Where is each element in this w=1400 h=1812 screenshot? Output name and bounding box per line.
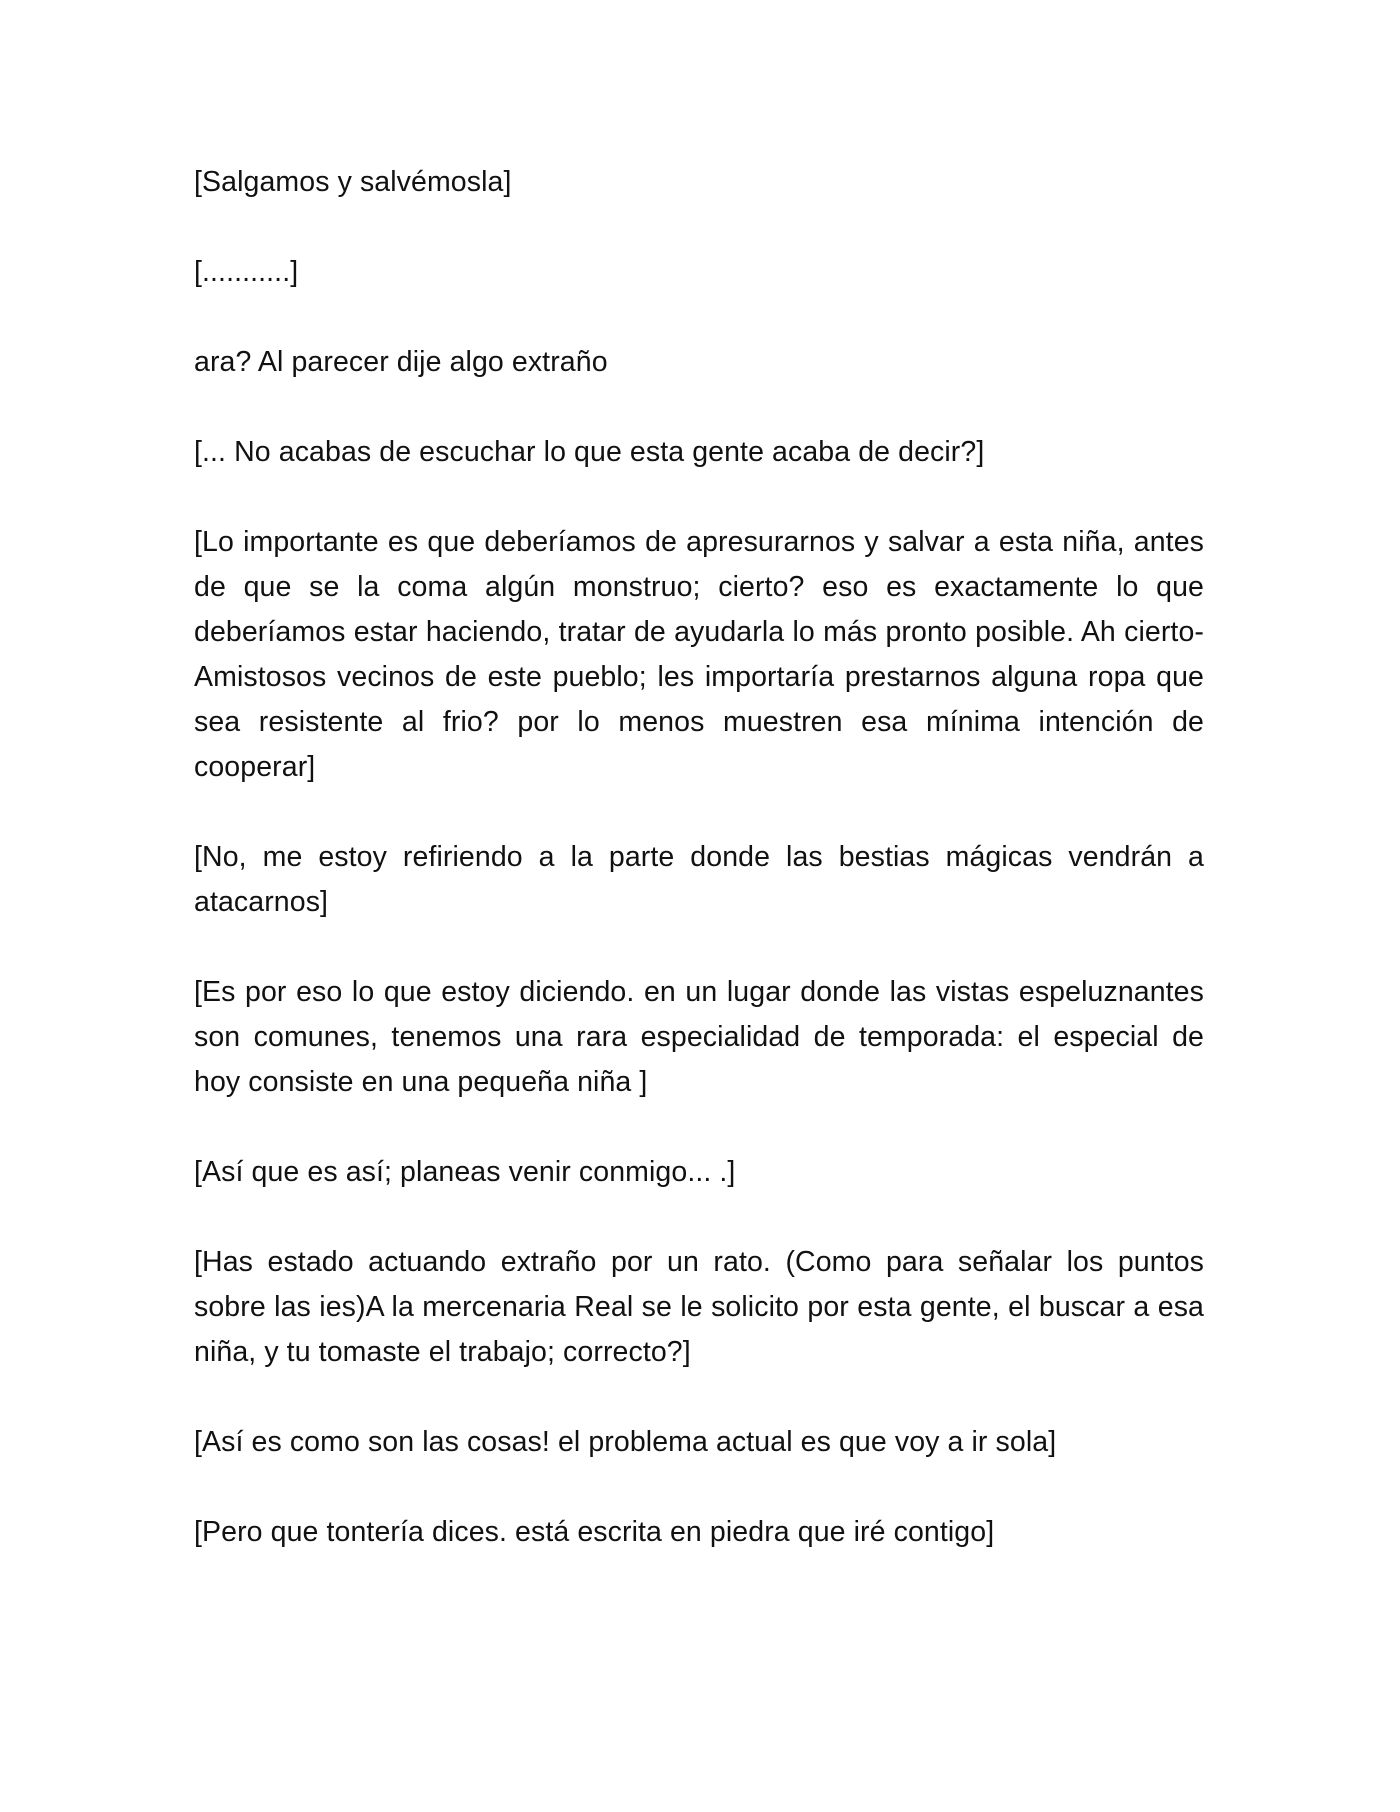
paragraph: [...........] (194, 256, 299, 288)
paragraph: [Salgamos y salvémosla] (194, 166, 512, 198)
paragraph: [Has estado actuando extraño por un rato. (Como para señalar los puntos sobre las ies)A la mercenaria Real se le solicito por esta gente, el buscar a esa niña, y tu tomaste el trabajo; correcto?] (194, 1246, 1204, 1368)
paragraph: [... No acabas de escuchar lo que esta gente acaba de decir?] (194, 436, 985, 468)
paragraph: [Es por eso lo que estoy diciendo. en un lugar donde las vistas espeluznantes son comunes, tenemos una rara especialidad de temporada: el especial de hoy consiste en una pequeña niña ] (194, 976, 1204, 1098)
paragraph: [Así que es así; planeas venir conmigo... .] (194, 1156, 736, 1188)
paragraph: [No, me estoy refiriendo a la parte donde las bestias mágicas vendrán a atacarnos] (194, 841, 1204, 918)
document-body (194, 160, 1204, 1555)
paragraph: [Lo importante es que deberíamos de apresurarnos y salvar a esta niña, antes de que se la coma algún monstruo; cierto? eso es exactamente lo que deberíamos estar haciendo, tratar de ayudarla lo más pronto posible. Ah cierto- Amistosos vecinos de este pueblo; les importaría prestarnos alguna ropa que sea resistente al frio? por lo menos muestren esa mínima intención de cooperar] (194, 526, 1204, 783)
paragraph: ara? Al parecer dije algo extraño (194, 346, 608, 378)
paragraph: [Pero que tontería dices. está escrita en piedra que iré contigo] (194, 1516, 995, 1548)
paragraph: [Así es como son las cosas! el problema actual es que voy a ir sola] (194, 1426, 1057, 1458)
